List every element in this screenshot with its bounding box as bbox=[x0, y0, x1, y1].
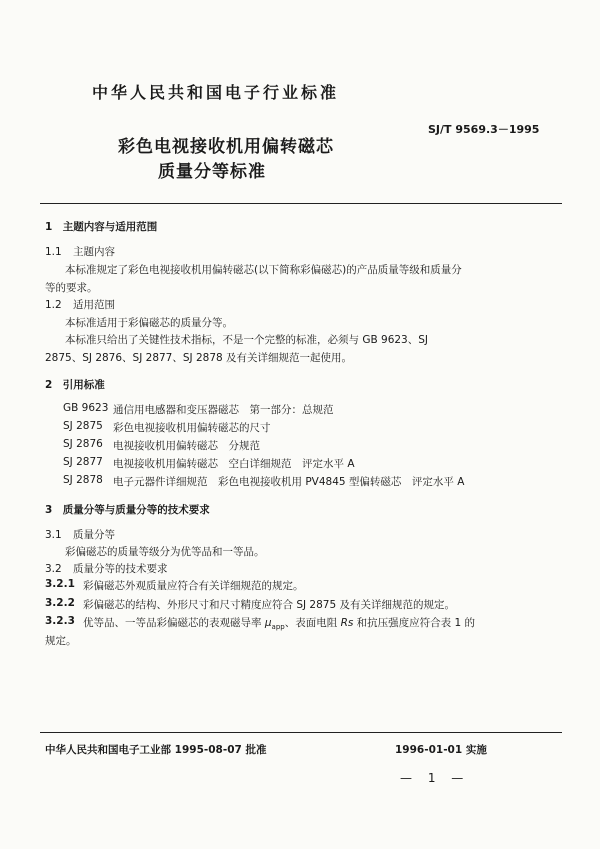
reference-code: SJ 2877 bbox=[63, 456, 103, 468]
reference-code: SJ 2876 bbox=[63, 438, 103, 450]
subsection-number: 3.2 bbox=[45, 563, 62, 575]
section-1-heading: 1 主题内容与适用范围 bbox=[45, 221, 158, 233]
document-title-line1: 彩色电视接收机用偏转磁芯 bbox=[118, 137, 334, 157]
reference-title: 通信用电感器和变压器磁芯 第一部分：总规范 bbox=[113, 404, 334, 416]
reference-title: 电视接收机用偏转磁芯 空白详细规范 评定水平 A bbox=[113, 458, 355, 470]
subsection-number: 1.2 bbox=[45, 299, 62, 311]
subsection-label: 适用范围 bbox=[73, 299, 116, 311]
paragraph-1-2a: 本标准适用于彩偏磁芯的质量分等。 bbox=[65, 317, 233, 329]
approval-statement: 中华人民共和国电子工业部 1995-08-07 批准 bbox=[45, 744, 267, 756]
subsection-number: 3.1 bbox=[45, 529, 62, 541]
section-2-heading: 2 引用标准 bbox=[45, 379, 105, 391]
clause-text-part: 和抗压强度应符合表 1 的 bbox=[353, 617, 476, 629]
reference-code: GB 9623 bbox=[63, 402, 109, 414]
standard-number: SJ/T 9569.3－1995 bbox=[428, 123, 540, 136]
clause-text-part: 优等品、一等品彩偏磁芯的表观磁导率 bbox=[83, 617, 265, 629]
paragraph-1-1: 本标准规定了彩色电视接收机用偏转磁芯(以下简称彩偏磁芯)的产品质量等级和质量分等的要求。 bbox=[45, 264, 462, 294]
clause-number: 3.2.2 bbox=[45, 597, 75, 609]
paragraph-1-2b: 本标准只给出了关键性技术指标，不是一个完整的标准，必须与 GB 9623、SJ 2875、SJ 2876、SJ 2877、SJ 2878 及有关详细规范一起使用。 bbox=[45, 334, 428, 364]
subsection-label: 质量分等的技术要求 bbox=[73, 563, 168, 575]
subsection-1-1 bbox=[45, 244, 115, 259]
reference-code: SJ 2875 bbox=[63, 420, 103, 432]
section-3-heading: 3 质量分等与质量分等的技术要求 bbox=[45, 504, 210, 516]
reference-title: 电子元器件详细规范 彩色电视接收机用 PV4845 型偏转磁芯 评定水平 A bbox=[113, 476, 465, 488]
subsection-3-2 bbox=[45, 561, 168, 576]
permeability-symbol: μ bbox=[264, 617, 272, 629]
permeability-subscript: app bbox=[271, 623, 285, 632]
subsection-1-2 bbox=[45, 297, 115, 312]
paragraph-3-1: 彩偏磁芯的质量等级分为优等品和一等品。 bbox=[65, 546, 265, 558]
reference-code: SJ 2878 bbox=[63, 474, 103, 486]
header-divider bbox=[40, 203, 562, 204]
page-number: — 1 — bbox=[400, 771, 470, 785]
subsection-label: 主题内容 bbox=[73, 246, 116, 258]
effective-date: 1996-01-01 实施 bbox=[395, 744, 487, 756]
clause-text: 彩偏磁芯外观质量应符合有关详细规范的规定。 bbox=[83, 580, 304, 592]
document-title-line2: 质量分等标准 bbox=[158, 162, 266, 182]
subsection-number: 1.1 bbox=[45, 246, 62, 258]
clause-text bbox=[83, 615, 475, 631]
reference-title: 电视接收机用偏转磁芯 分规范 bbox=[113, 440, 260, 452]
clause-number: 3.2.1 bbox=[45, 578, 75, 590]
footer-divider bbox=[40, 732, 562, 733]
clause-number: 3.2.3 bbox=[45, 615, 75, 627]
subsection-label: 质量分等 bbox=[73, 529, 116, 541]
resistance-symbol: Rs bbox=[340, 617, 354, 629]
reference-title: 彩色电视接收机用偏转磁芯的尺寸 bbox=[113, 422, 271, 434]
clause-3-2-3-continuation: 规定。 bbox=[45, 635, 77, 647]
subsection-3-1 bbox=[45, 527, 115, 542]
standard-category-header: 中华人民共和国电子行业标准 bbox=[92, 83, 340, 102]
clause-text-part: 、表面电阻 bbox=[284, 617, 341, 629]
clause-text: 彩偏磁芯的结构、外形尺寸和尺寸精度应符合 SJ 2875 及有关详细规范的规定。 bbox=[83, 599, 455, 611]
